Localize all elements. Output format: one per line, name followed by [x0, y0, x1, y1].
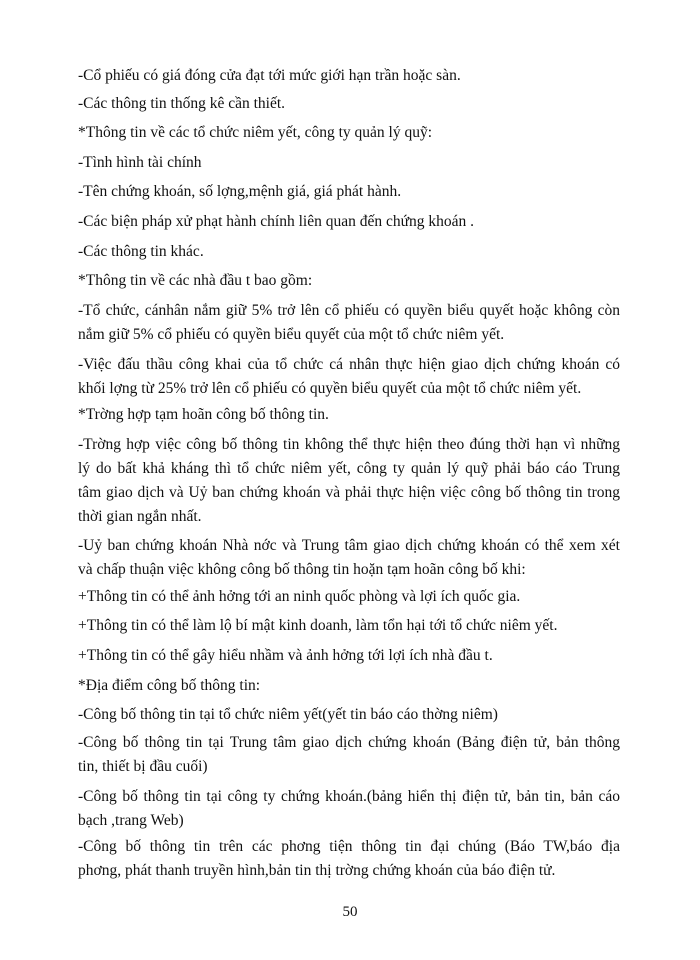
text-line: bạch ,trang Web): [78, 812, 184, 829]
text-line: -Công bố thông tin trên các phơng tiện thông tin đại chúng (Báo TW,báo địa: [78, 838, 620, 855]
text-line: +Thông tin có thể ảnh hởng tới an ninh quốc phòng và lợi ích quốc gia.: [78, 588, 521, 605]
paragraph: [78, 64, 620, 88]
paragraph: [78, 614, 620, 638]
text-line: *Trờng hợp tạm hoãn công bố thông tin.: [78, 406, 329, 423]
page-number: 50: [342, 904, 358, 920]
text-line: -Các biện pháp xử phạt hành chính liên quan đến chứng khoán .: [78, 213, 475, 230]
text-line: *Thông tin về các tổ chức niêm yết, công ty quản lý quỹ:: [78, 124, 433, 141]
paragraph: [78, 180, 620, 204]
paragraph: [78, 403, 620, 427]
text-line: lý do bất khả kháng thì tổ chức niêm yết, công ty quản lý quỹ phải báo cáo Trung: [78, 460, 620, 477]
paragraph: [78, 644, 620, 668]
text-line: phơng, phát thanh truyền hình,bản tin thị trờng chứng khoán của báo điện tử.: [78, 862, 556, 879]
paragraph: [78, 121, 620, 145]
paragraph: [78, 92, 620, 116]
text-line: +Thông tin có thể gây hiểu nhầm và ảnh hởng tới lợi ích nhà đầu t.: [78, 647, 493, 664]
text-line: -Công bố thông tin tại Trung tâm giao dịch chứng khoán (Bảng điện tử, bản thông: [78, 734, 620, 751]
text-line: -Các thông tin thống kê cần thiết.: [78, 95, 286, 112]
paragraph: [78, 299, 620, 347]
paragraph: [78, 835, 620, 883]
text-line: -Tổ chức, cánhân nắm giữ 5% trở lên cổ phiếu có quyền biểu quyết hoặc không còn: [78, 302, 620, 319]
text-line: thời gian ngắn nhất.: [78, 508, 202, 525]
text-line: -Tên chứng khoán, số lợng,mệnh giá, giá phát hành.: [78, 183, 402, 200]
text-line: -Các thông tin khác.: [78, 243, 204, 260]
text-line: -Việc đấu thầu công khai của tổ chức cá nhân thực hiện giao dịch chứng khoán có: [78, 356, 620, 373]
text-line: tin, thiết bị đầu cuối): [78, 758, 208, 775]
paragraph: [78, 703, 620, 727]
paragraph: [78, 731, 620, 779]
text-line: +Thông tin có thể làm lộ bí mật kinh doanh, làm tổn hại tới tổ chức niêm yết.: [78, 617, 558, 634]
paragraph: [78, 433, 620, 529]
text-line: *Địa điểm công bố thông tin:: [78, 677, 261, 694]
paragraph: [78, 240, 620, 264]
paragraph: [78, 534, 620, 582]
paragraph: [78, 585, 620, 609]
text-line: và chấp thuận việc không công bố thông tin hoặn tạm hoãn công bố khi:: [78, 561, 526, 578]
text-line: tâm giao dịch và Uỷ ban chứng khoán và phải thực hiện việc công bố thông tin trong: [78, 484, 620, 501]
text-line: -Tình hình tài chính: [78, 154, 202, 171]
paragraph: [78, 269, 620, 293]
text-line: -Uỷ ban chứng khoán Nhà nớc và Trung tâm giao dịch chứng khoán có thể xem xét: [78, 537, 620, 554]
text-line: *Thông tin về các nhà đầu t bao gồm:: [78, 272, 313, 289]
text-line: -Công bố thông tin tại công ty chứng khoán.(bảng hiển thị điện tử, bản tin, bản cáo: [78, 788, 620, 805]
paragraph: [78, 151, 620, 175]
paragraph: [78, 353, 620, 401]
paragraph: [78, 674, 620, 698]
text-line: -Trờng hợp việc công bố thông tin không thể thực hiện theo đúng thời hạn vì những: [78, 436, 620, 453]
text-line: khối lợng từ 25% trở lên cổ phiếu có quyền biểu quyết của một tổ chức niêm yết.: [78, 380, 582, 397]
paragraph: [78, 210, 620, 234]
text-line: -Cổ phiếu có giá đóng cửa đạt tới mức giới hạn trần hoặc sàn.: [78, 67, 461, 84]
paragraph: [78, 785, 620, 833]
text-line: -Công bố thông tin tại tổ chức niêm yết(yết tin báo cáo thờng niêm): [78, 706, 498, 723]
text-line: nắm giữ 5% cổ phiếu có quyền biểu quyết của một tổ chức niêm yết.: [78, 326, 505, 343]
